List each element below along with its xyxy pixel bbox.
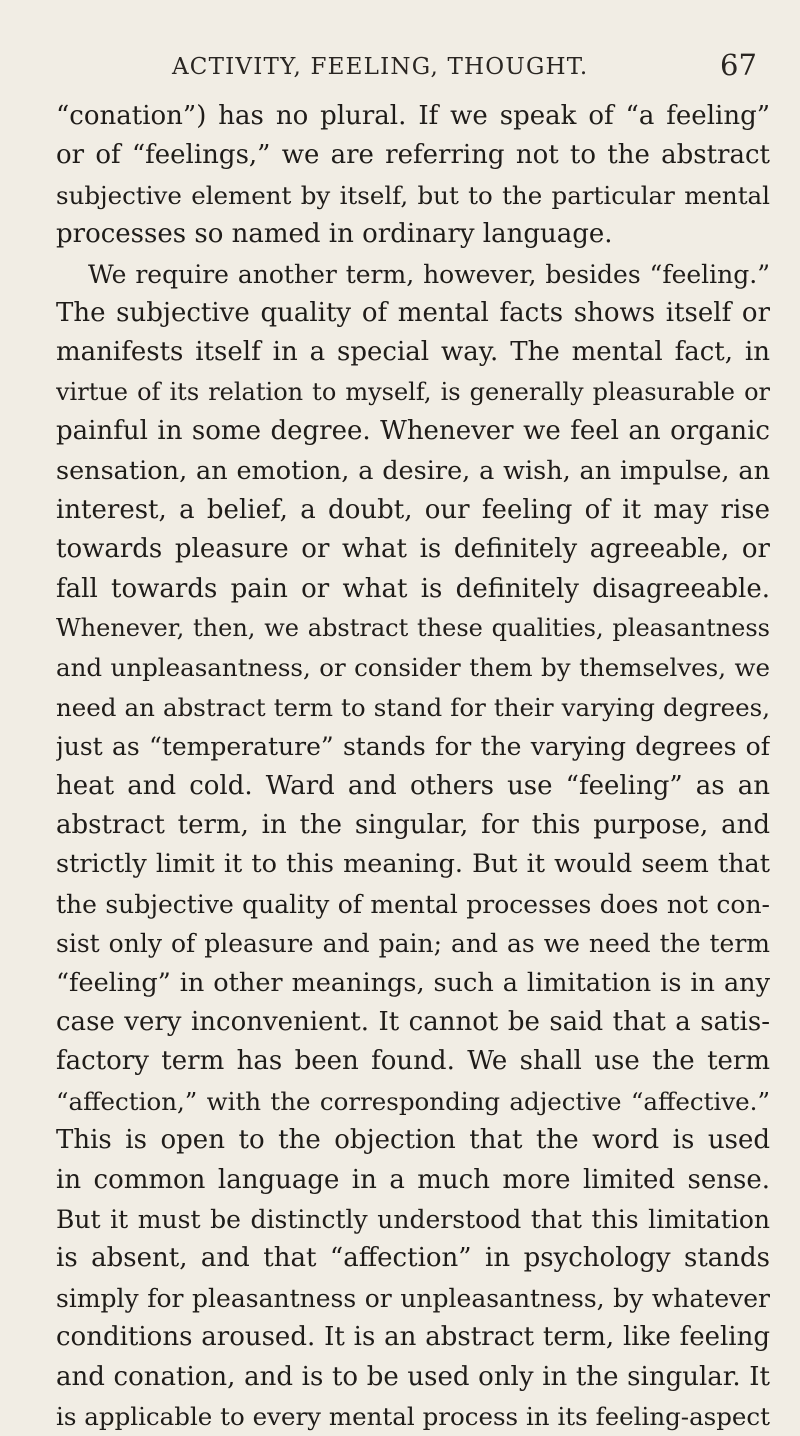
- text-line: sensation, an emotion, a desire, a wish, an impulse, an: [56, 455, 770, 486]
- text-line: is absent, and that “affection” in psychology stands: [56, 1243, 770, 1274]
- text-line: “feeling” in other meanings, such a limitation is in any: [56, 967, 770, 998]
- text-line: painful in some degree. Whenever we feel an organic: [56, 416, 770, 447]
- text-line: subjective element by itself, but to the particular mental: [56, 180, 770, 210]
- text-line: sist only of pleasure and pain; and as we need the term: [56, 929, 770, 959]
- text-line: the subjective quality of mental processes does not con-: [56, 889, 770, 919]
- running-head: ACTIVITY, FEELING, THOUGHT.: [172, 54, 589, 80]
- text-line: case very inconvenient. It cannot be said that a satis-: [56, 1006, 770, 1037]
- text-line: virtue of its relation to myself, is generally pleasurable or: [56, 377, 770, 406]
- text-line: fall towards pain or what is definitely disagreeable.: [56, 573, 770, 604]
- text-line: and conation, and is to be used only in the singular. It: [56, 1361, 770, 1392]
- text-line: need an abstract term to stand for their varying degrees,: [56, 692, 770, 722]
- text-line: We require another term, however, besides “feeling.”: [88, 259, 770, 289]
- text-line: The subjective quality of mental facts shows itself or: [56, 297, 770, 328]
- text-line: interest, a belief, a doubt, our feeling of it may rise: [56, 494, 770, 525]
- text-line: conditions aroused. It is an abstract term, like feeling: [56, 1322, 770, 1353]
- text-line: factory term has been found. We shall use the term: [56, 1046, 770, 1077]
- text-line: simply for pleasantness or unpleasantness, by whatever: [56, 1283, 770, 1313]
- text-line: But it must be distinctly understood that this limitation: [56, 1204, 770, 1234]
- text-line: heat and cold. Ward and others use “feeling” as an: [56, 770, 770, 801]
- text-line: manifests itself in a special way. The mental fact, in: [56, 337, 770, 368]
- page-number: 67: [720, 48, 757, 82]
- text-line: strictly limit it to this meaning. But it would seem that: [56, 849, 770, 880]
- text-line: “conation”) has no plural. If we speak of “a feeling”: [56, 101, 770, 131]
- text-line: towards pleasure or what is definitely agreeable, or: [56, 534, 770, 565]
- text-line: just as “temperature” stands for the varying degrees of: [56, 732, 770, 762]
- text-line: This is open to the objection that the word is used: [56, 1125, 770, 1156]
- body-text: [56, 97, 770, 1436]
- text-line: “affection,” with the corresponding adjective “affective.”: [56, 1086, 770, 1116]
- text-line: is applicable to every mental process in its feeling-aspect: [56, 1401, 770, 1431]
- text-line: Whenever, then, we abstract these qualities, pleasantness: [56, 614, 770, 643]
- text-line: processes so named in ordinary language.: [56, 219, 613, 250]
- text-line: or of “feelings,” we are referring not to the abstract: [56, 140, 770, 171]
- text-line: abstract term, in the singular, for this purpose, and: [56, 810, 770, 841]
- text-line: in common language in a much more limited sense.: [56, 1164, 770, 1195]
- text-line: and unpleasantness, or consider them by themselves, we: [56, 653, 770, 683]
